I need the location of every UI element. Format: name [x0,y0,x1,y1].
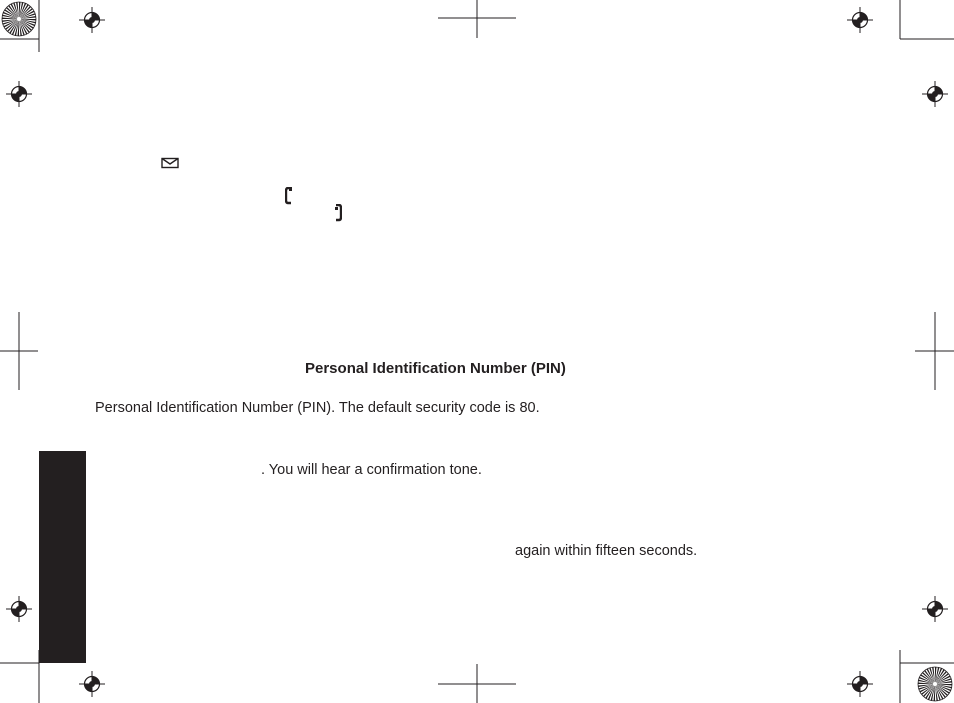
handset-bracket-left-icon [285,187,293,205]
default-code-text: Personal Identification Number (PIN). The default security code is 80. [95,400,540,416]
section-heading: Personal Identification Number (PIN) [305,360,566,377]
handset-bracket-right-icon [334,204,342,222]
starburst-bottom-right-icon [917,666,953,702]
fifteen-seconds-text: again within fifteen seconds. [515,543,698,559]
envelope-icon [161,157,179,169]
confirmation-text: . You will hear a confirmation tone. [261,462,482,478]
starburst-top-left-icon [1,1,37,37]
crosshair-target [6,7,948,697]
side-section-tab [39,451,86,663]
